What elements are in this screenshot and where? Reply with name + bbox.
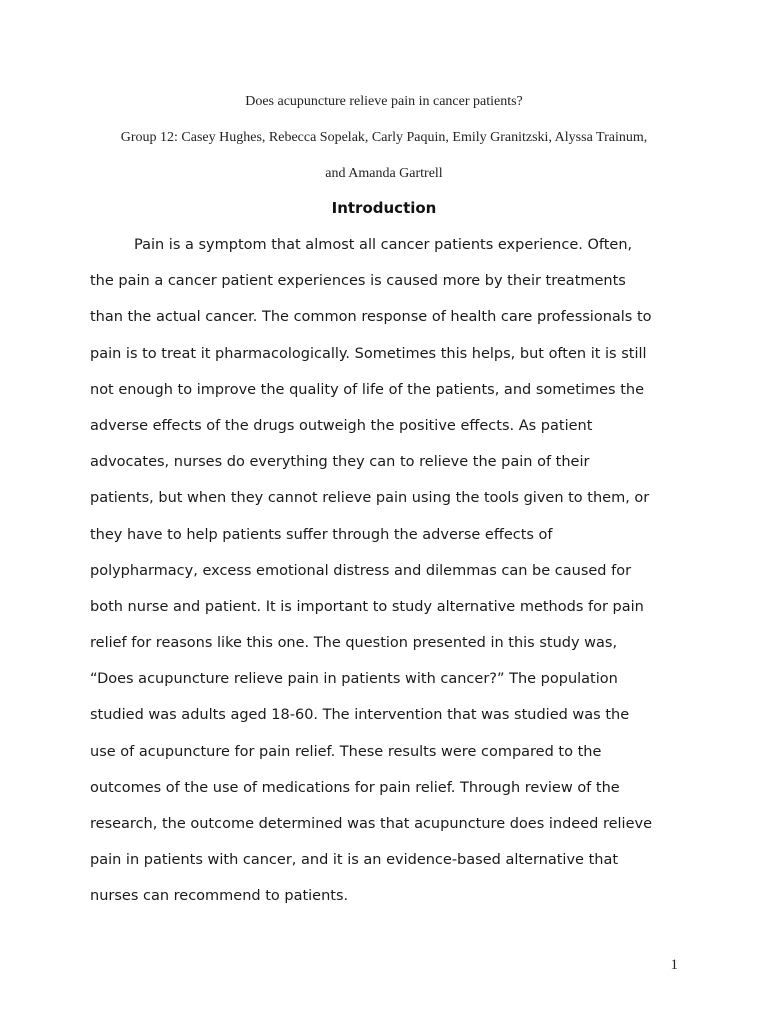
document-title: Does acupuncture relieve pain in cancer patients? (245, 94, 523, 109)
paragraph-line: the pain a cancer patient experiences is caused more by their treatments (90, 273, 626, 290)
authors-line-1: Group 12: Casey Hughes, Rebecca Sopelak, Carly Paquin, Emily Granitzski, Alyssa Trainum, (120, 130, 648, 145)
introduction-paragraph (90, 227, 690, 915)
paragraph-line: polypharmacy, excess emotional distress and dilemmas can be caused for (90, 562, 632, 579)
paragraph-line: research, the outcome determined was that acupuncture does indeed relieve (90, 816, 653, 832)
paragraph-line: patients, but when they cannot relieve pain using the tools given to them, or (90, 490, 650, 507)
paragraph-line: they have to help patients suffer through the adverse effects of (90, 526, 553, 543)
paragraph-line: “Does acupuncture relieve pain in patients with cancer?” The population (90, 671, 618, 688)
paragraph-line: relief for reasons like this one. The question presented in this study was, (90, 635, 618, 652)
authors-line-2: and Amanda Gartrell (325, 166, 443, 181)
paragraph-line: than the actual cancer. The common response of health care professionals to (90, 309, 652, 326)
page-number: 1 (670, 957, 678, 973)
paragraph-line: not enough to improve the quality of life of the patients, and sometimes the (90, 381, 645, 398)
paragraph-line: use of acupuncture for pain relief. These results were compared to the (90, 743, 602, 760)
paragraph-line: nurses can recommend to patients. (90, 888, 349, 905)
paragraph-line: adverse effects of the drugs outweigh the positive effects. As patient (90, 417, 593, 434)
paragraph-line: advocates, nurses do everything they can to relieve the pain of their (90, 454, 590, 471)
paragraph-line: pain in patients with cancer, and it is an evidence-based alternative that (90, 852, 619, 869)
paragraph-line: Pain is a symptom that almost all cancer patients experience. Often, (134, 237, 633, 253)
section-heading: Introduction (331, 199, 437, 217)
paragraph-line: outcomes of the use of medications for pain relief. Through review of the (90, 779, 620, 796)
paragraph-line: both nurse and patient. It is important to study alternative methods for pain (90, 598, 644, 615)
paragraph-line: studied was adults aged 18-60. The intervention that was studied was the (90, 707, 630, 724)
paragraph-line: pain is to treat it pharmacologically. Sometimes this helps, but often it is still (90, 345, 647, 362)
